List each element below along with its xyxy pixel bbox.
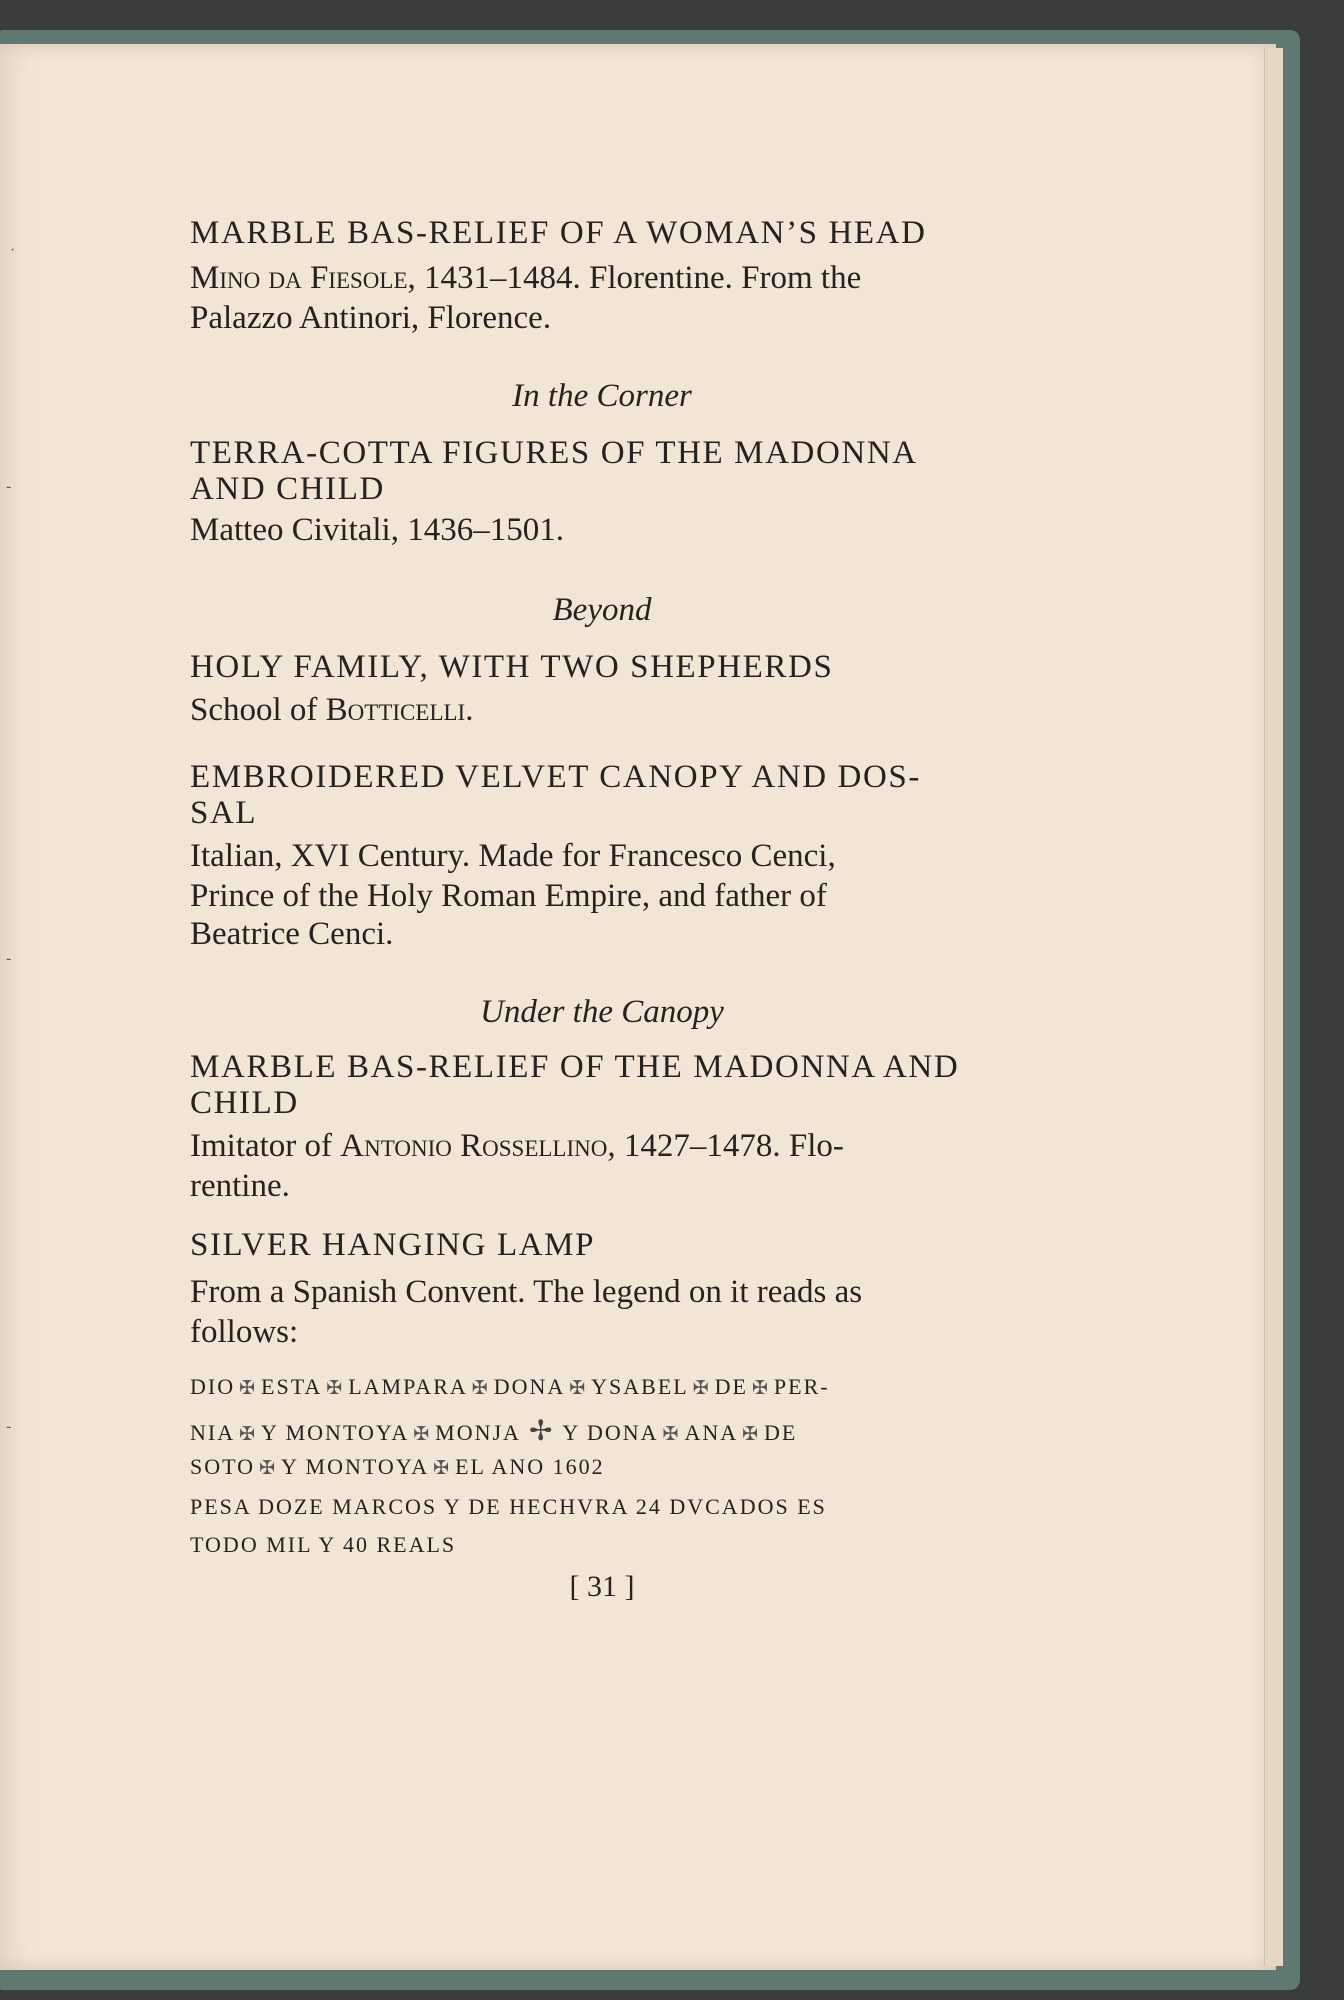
legend-line	[190, 1374, 1014, 1400]
description-text: Imitator of	[190, 1128, 341, 1164]
maltese-cross-icon: ✠	[239, 1378, 258, 1399]
entry-title: AND CHILD	[190, 471, 385, 507]
description-text: 1431–1484. Florentine. From the	[415, 260, 862, 296]
legend-word: PER-	[773, 1374, 830, 1399]
entry-description: Matteo Civitali, 1436–1501.	[190, 512, 564, 548]
maltese-cross-icon: ✠	[433, 1458, 452, 1479]
legend-word: DONA	[493, 1374, 566, 1399]
entry-title: HOLY FAMILY, WITH TWO SHEPHERDS	[190, 649, 834, 685]
margin-mark: ‑	[6, 950, 12, 967]
maltese-cross-icon: ✠	[742, 1424, 761, 1445]
entry-description	[190, 1126, 1014, 1166]
entry-title: MARBLE BAS-RELIEF OF THE MADONNA AND	[190, 1049, 960, 1085]
legend-word: LAMPARA	[348, 1374, 468, 1399]
maltese-cross-icon: ✠	[413, 1424, 432, 1445]
entry-description: rentine.	[190, 1168, 290, 1204]
legend-line: TODO MIL Y 40 REALS	[190, 1532, 457, 1557]
artist-name: Mino da Fiesole,	[190, 260, 416, 296]
page-number: [ 31 ]	[569, 1570, 635, 1603]
entry-description: Palazzo Antinori, Florence.	[190, 300, 552, 336]
legend-word: EL ANO 1602	[455, 1454, 605, 1479]
artist-name: Botticelli.	[325, 692, 474, 728]
margin-mark: ‑	[6, 1418, 12, 1435]
entry-description: follows:	[190, 1314, 299, 1350]
entry-description: Beatrice Cenci.	[190, 916, 394, 952]
entry-description	[190, 258, 1014, 298]
description-text: School of	[190, 692, 326, 728]
margin-mark: ‑	[6, 478, 12, 495]
description-text: 1427–1478. Flo-	[615, 1128, 844, 1164]
maltese-cross-icon: ✠	[326, 1378, 345, 1399]
entry-title: MARBLE BAS-RELIEF OF A WOMAN’S HEAD	[190, 215, 927, 251]
section-heading: Beyond	[552, 592, 652, 628]
section-heading: Under the Canopy	[480, 994, 724, 1030]
legend-word: DIO	[190, 1374, 236, 1399]
maltese-cross-icon: ✠	[471, 1378, 490, 1399]
legend-word: ESTA	[261, 1374, 323, 1399]
legend-line	[190, 1454, 1014, 1480]
legend-word: YSABEL	[591, 1374, 689, 1399]
entry-description: Prince of the Holy Roman Empire, and father of	[190, 878, 827, 914]
margin-mark: ·	[10, 242, 16, 259]
legend-word: DE	[714, 1374, 748, 1399]
entry-title: TERRA-COTTA FIGURES OF THE MADONNA	[190, 435, 918, 471]
section-heading: In the Corner	[512, 378, 692, 414]
maltese-cross-icon: ✠	[239, 1424, 258, 1445]
ornament-cross-icon: ✢	[528, 1416, 555, 1447]
maltese-cross-icon: ✠	[662, 1424, 681, 1445]
entry-description	[190, 690, 1014, 730]
maltese-cross-icon: ✠	[569, 1378, 588, 1399]
maltese-cross-icon: ✠	[751, 1378, 770, 1399]
entry-title: EMBROIDERED VELVET CANOPY AND DOS-	[190, 759, 921, 795]
legend-word: NIA	[190, 1420, 236, 1445]
legend-word: SOTO	[190, 1454, 256, 1479]
legend-word: Y MONTOYA	[280, 1454, 430, 1479]
entry-title: SILVER HANGING LAMP	[190, 1227, 596, 1263]
entry-title: CHILD	[190, 1085, 299, 1121]
legend-line	[190, 1414, 1014, 1448]
entry-description: From a Spanish Convent. The legend on it reads as	[190, 1274, 863, 1310]
entry-title: SAL	[190, 795, 258, 831]
entry-description: Italian, XVI Century. Made for Francesco Cenci,	[190, 838, 836, 874]
legend-word: MONJA	[435, 1420, 521, 1445]
maltese-cross-icon: ✠	[692, 1378, 711, 1399]
legend-line: PESA DOZE MARCOS Y DE HECHVRA 24 DVCADOS ES	[190, 1494, 827, 1519]
legend-word: Y MONTOYA	[261, 1420, 410, 1445]
artist-name: Antonio Rossellino,	[340, 1128, 616, 1164]
legend-word: Y DONA	[562, 1420, 659, 1445]
maltese-cross-icon: ✠	[259, 1458, 277, 1479]
legend-word: DE	[764, 1420, 798, 1445]
legend-word: ANA	[684, 1420, 739, 1445]
page-edge	[1264, 48, 1283, 1966]
